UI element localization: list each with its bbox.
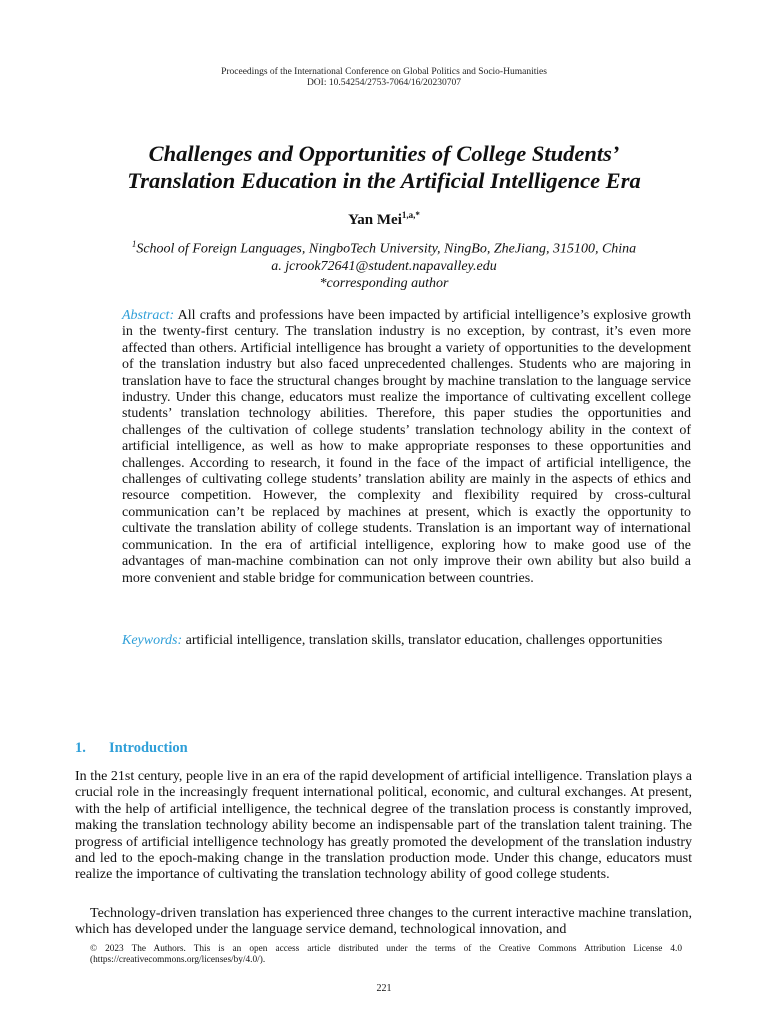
intro-paragraph-2: Technology-driven translation has experienced three changes to the current interactive machine translation, which has developed under the language service demand, technological innovation, and <box>75 906 692 938</box>
affiliation-line <box>0 236 768 258</box>
keywords-text: artificial intelligence, translation skills, translator education, challenges opportunities <box>185 633 663 648</box>
affiliation-superscript: 1 <box>131 239 137 249</box>
page-number: 221 <box>376 983 392 994</box>
paper-title <box>40 140 728 194</box>
corresponding-author-note: *corresponding author <box>319 275 449 291</box>
author-superscript: 1,a,* <box>401 210 420 220</box>
affiliation-block <box>0 236 768 292</box>
doi: DOI: 10.54254/2753-7064/16/20230707 <box>306 78 462 88</box>
title-line-2: Translation Education in the Artificial Intelligence Era <box>127 168 641 193</box>
affiliation-text: School of Foreign Languages, NingboTech University, NingBo, ZheJiang, 315100, China <box>136 241 637 257</box>
section-number: 1. <box>75 740 86 756</box>
keywords-label: Keywords: <box>122 633 183 648</box>
author-line <box>0 212 768 229</box>
keywords <box>122 632 691 649</box>
abstract-label: Abstract: <box>122 308 175 323</box>
author-email: a. jcrook72641@student.napavalley.edu <box>271 258 497 274</box>
abstract <box>122 308 691 587</box>
section-heading-introduction <box>75 740 188 757</box>
intro-paragraph-1: In the 21st century, people live in an era of the rapid development of artificial intelligence. Translation plays a crucial role in the increasingly frequent international political, economic, and cultural exchanges. At present, with the help of artificial intelligence, the technical degree of the translation process is constantly improved, making the translation technology ability become an indispensable part of the translation talent training. The progress of artificial intelligence technology has greatly promoted the development of the translation industry and led to the epoch-making change in the translation production mode. Under this change, educators must realize the importance of cultivating the translation technology ability of good college students. <box>75 769 692 883</box>
title-line-1: Challenges and Opportunities of College Students’ <box>148 141 620 166</box>
proceedings-name: Proceedings of the International Conference on Global Politics and Socio-Humanities <box>221 67 547 77</box>
running-header <box>0 67 768 89</box>
author-name: Yan Mei <box>348 212 402 228</box>
copyright-notice: © 2023 The Authors. This is an open access article distributed under the terms of the Creative Commons Attribution License 4.0 (https://creativecommons.org/licenses/by/4.0/). <box>90 944 682 965</box>
section-title: Introduction <box>109 740 188 756</box>
abstract-text: All crafts and professions have been impacted by artificial intelligence’s explosive growth in the twenty-first century. The translation industry is no exception, by contrast, it’s even more affected than others. Artificial intelligence has brought a variety of opportunities to the development of the translation industry but also faced unprecedented challenges. Students who are majoring in translation have to face the structural changes brought by machine translation to the language service industry. Under this change, educators must realize the importance of cultivating excellent college students’ translation technology abilities. Therefore, this paper studies the opportunities and challenges of the cultivation of college students’ translation technology ability in the context of artificial intelligence, as well as how to make appropriate responses to these opportunities and challenges. According to research, it found in the face of the impact of artificial intelligence, the challenges of cultivating college students’ translation ability are mainly in the aspects of ethics and resource competition. However, the complexity and flexibility required by cross-cultural communication can’t be replaced by machines at present, which is exactly the opportunity to cultivate the translation ability of college students. Translation is an important way of international communication. In the era of artificial intelligence, exploring how to make good use of the advantages of man-machine combination can not only improve their own ability but also build a more convenient and stable bridge for communication between countries. <box>122 308 691 586</box>
